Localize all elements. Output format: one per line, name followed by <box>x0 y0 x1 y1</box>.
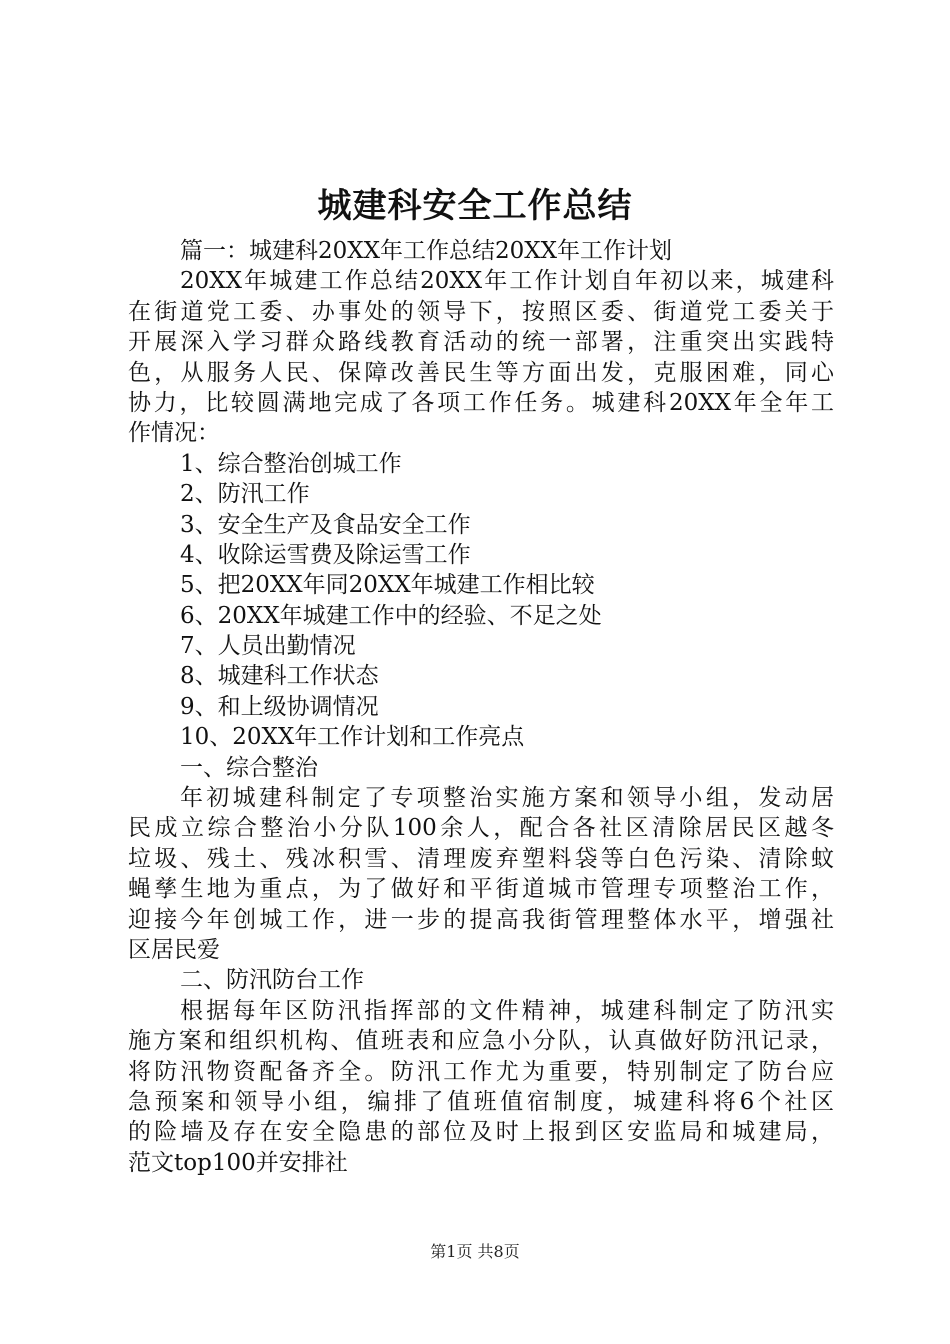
body-line: 的险墙及存在安全隐患的部位及时上报到区安监局和城建局， <box>128 1119 834 1146</box>
body-line: 20XX年城建工作总结20XX年工作计划自年初以来，城建科 <box>180 268 834 295</box>
body-line: 色，从服务人民、保障改善民生等方面出发，克服困难，同心 <box>128 359 834 386</box>
body-line: 4、收除运雪费及除运雪工作 <box>180 541 471 568</box>
body-line: 开展深入学习群众路线教育活动的统一部署，注重突出实践特 <box>128 329 834 356</box>
document-title: 城建科安全工作总结 <box>317 186 633 226</box>
body-line: 协力，比较圆满地完成了各项工作任务。城建科20XX年全年工 <box>128 389 834 416</box>
document-body <box>128 236 834 1178</box>
body-line: 根据每年区防汛指挥部的文件精神，城建科制定了防汛实 <box>180 997 834 1024</box>
body-line: 垃圾、残土、残冰积雪、清理废弃塑料袋等白色污染、清除蚊 <box>128 845 834 872</box>
body-line: 篇一：城建科20XX年工作总结20XX年工作计划 <box>180 238 673 264</box>
body-line: 迎接今年创城工作，进一步的提高我街管理整体水平，增强社 <box>128 906 834 933</box>
body-line: 6、20XX年城建工作中的经验、不足之处 <box>180 602 602 629</box>
body-line: 1、综合整治创城工作 <box>180 450 402 477</box>
body-line: 作情况： <box>128 420 220 447</box>
body-line: 7、人员出勤情况 <box>180 633 356 660</box>
body-line: 一、综合整治 <box>180 754 318 781</box>
body-line: 3、安全生产及食品安全工作 <box>180 511 471 538</box>
body-line: 二、防汛防台工作 <box>180 967 364 994</box>
body-line: 2、防汛工作 <box>180 481 310 508</box>
body-line: 范文top100并安排社 <box>128 1149 348 1176</box>
body-line: 急预案和领导小组，编排了值班值宿制度，城建科将6个社区 <box>128 1088 834 1115</box>
body-line: 5、把20XX年同20XX年城建工作相比较 <box>180 572 595 599</box>
body-line: 在街道党工委、办事处的领导下，按照区委、街道党工委关于 <box>128 298 834 325</box>
page-footer: 第1页 共8页 <box>430 1242 520 1261</box>
body-line: 蝇孳生地为重点，为了做好和平街道城市管理专项整治工作， <box>128 876 834 903</box>
body-line: 10、20XX年工作计划和工作亮点 <box>180 724 525 751</box>
body-line: 施方案和组织机构、值班表和应急小分队，认真做好防汛记录， <box>128 1028 834 1055</box>
body-line: 区居民爱 <box>128 936 220 963</box>
body-line: 9、和上级协调情况 <box>180 693 379 720</box>
body-line: 年初城建科制定了专项整治实施方案和领导小组，发动居 <box>180 785 834 812</box>
body-line: 8、城建科工作状态 <box>180 663 379 690</box>
body-line: 民成立综合整治小分队100余人，配合各社区清除居民区越冬 <box>128 815 834 842</box>
body-line: 将防汛物资配备齐全。防汛工作尤为重要，特别制定了防台应 <box>128 1058 834 1085</box>
